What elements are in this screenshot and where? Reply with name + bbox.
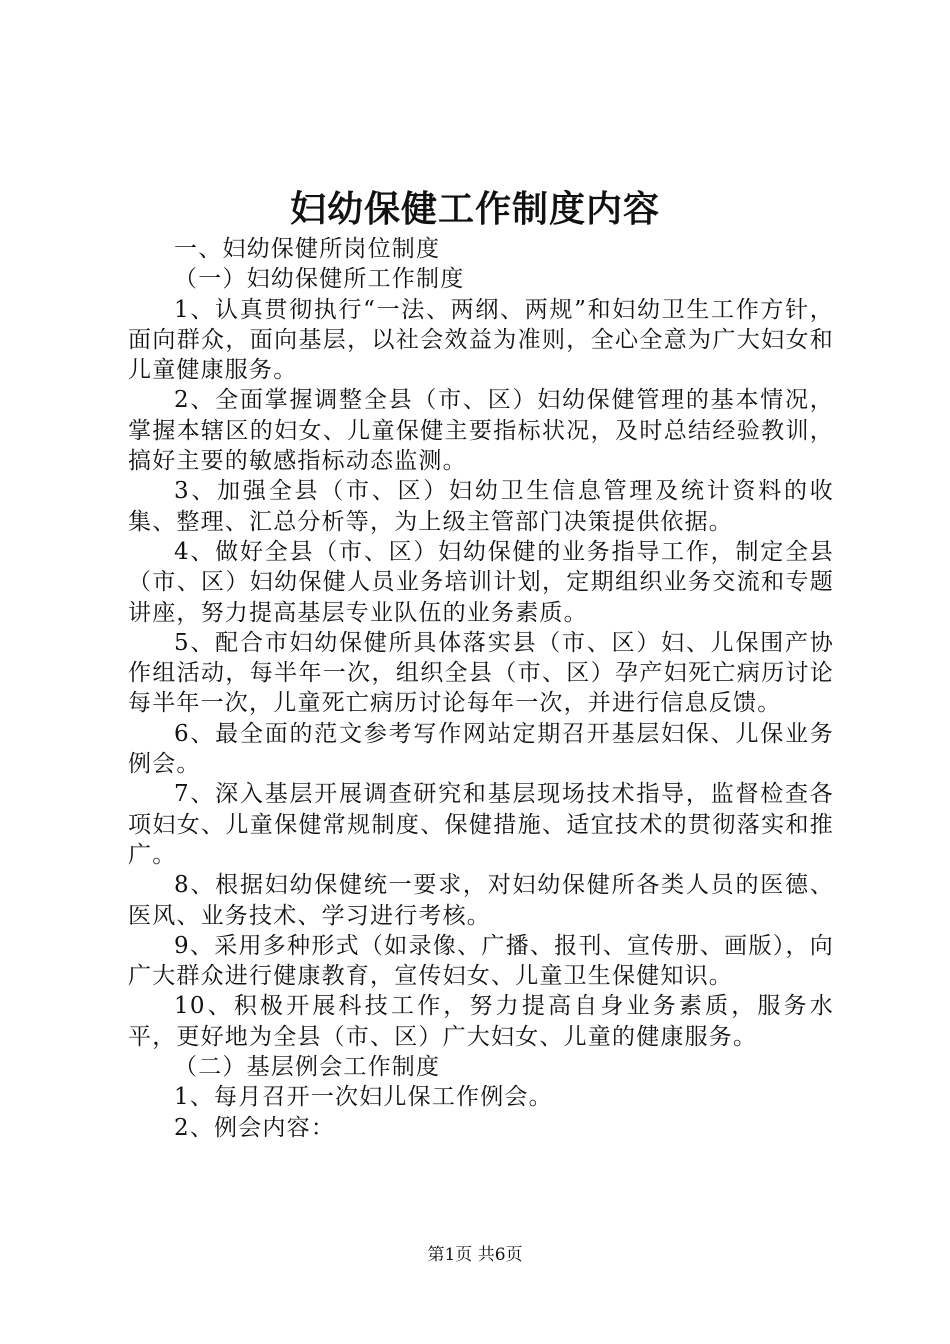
paragraph: 10、积极开展科技工作，努力提高自身业务素质，服务水平，更好地为全县（市、区）广大妇女、儿童的健康服务。 [128, 993, 834, 1050]
paragraph: 8、根据妇幼保健统一要求，对妇幼保健所各类人员的医德、医风、业务技术、学习进行考核。 [128, 872, 834, 929]
section-heading: 一、妇幼保健所岗位制度 [174, 236, 441, 262]
subsection-heading: （一）妇幼保健所工作制度 [174, 266, 465, 293]
paragraph: 6、最全面的范文参考写作网站定期召开基层妇保、儿保业务例会。 [128, 720, 834, 778]
paragraph: 9、采用多种形式（如录像、广播、报刊、宣传册、画版），向广大群众进行健康教育，宣传妇女、儿童卫生保健知识。 [128, 932, 834, 990]
paragraph: 1、每月召开一次妇儿保工作例会。 [174, 1084, 553, 1111]
paragraph: 2、例会内容： [174, 1114, 336, 1141]
paragraph: 1、认真贯彻执行“一法、两纲、两规”和妇幼卫生工作方针，面向群众，面向基层，以社会效益为准则，全心全意为广大妇女和儿童健康服务。 [128, 296, 834, 384]
paragraph: 4、做好全县（市、区）妇幼保健的业务指导工作，制定全县（市、区）妇幼保健人员业务培训计划，定期组织业务交流和专题讲座，努力提高基层专业队伍的业务素质。 [128, 538, 834, 626]
document-title: 妇幼保健工作制度内容 [289, 188, 660, 230]
page-number-footer: 第1页 共6页 [427, 1245, 523, 1265]
document-body [128, 234, 834, 1143]
subsection-heading: （二）基层例会工作制度 [174, 1054, 441, 1081]
paragraph: 7、深入基层开展调查研究和基层现场技术指导，监督检查各项妇女、儿童保健常规制度、保健措施、适宜技术的贯彻落实和推广。 [128, 781, 834, 868]
paragraph: 2、全面掌握调整全县（市、区）妇幼保健管理的基本情况，掌握本辖区的妇女、儿童保健主要指标状况，及时总结经验教训，搞好主要的敏感指标动态监测。 [128, 387, 834, 475]
paragraph: 3、加强全县（市、区）妇幼卫生信息管理及统计资料的收集、整理、汇总分析等，为上级主管部门决策提供依据。 [128, 478, 834, 535]
paragraph: 5、配合市妇幼保健所具体落实县（市、区）妇、儿保围产协作组活动，每半年一次，组织全县（市、区）孕产妇死亡病历讨论每半年一次，儿童死亡病历讨论每年一次，并进行信息反馈。 [128, 629, 834, 717]
